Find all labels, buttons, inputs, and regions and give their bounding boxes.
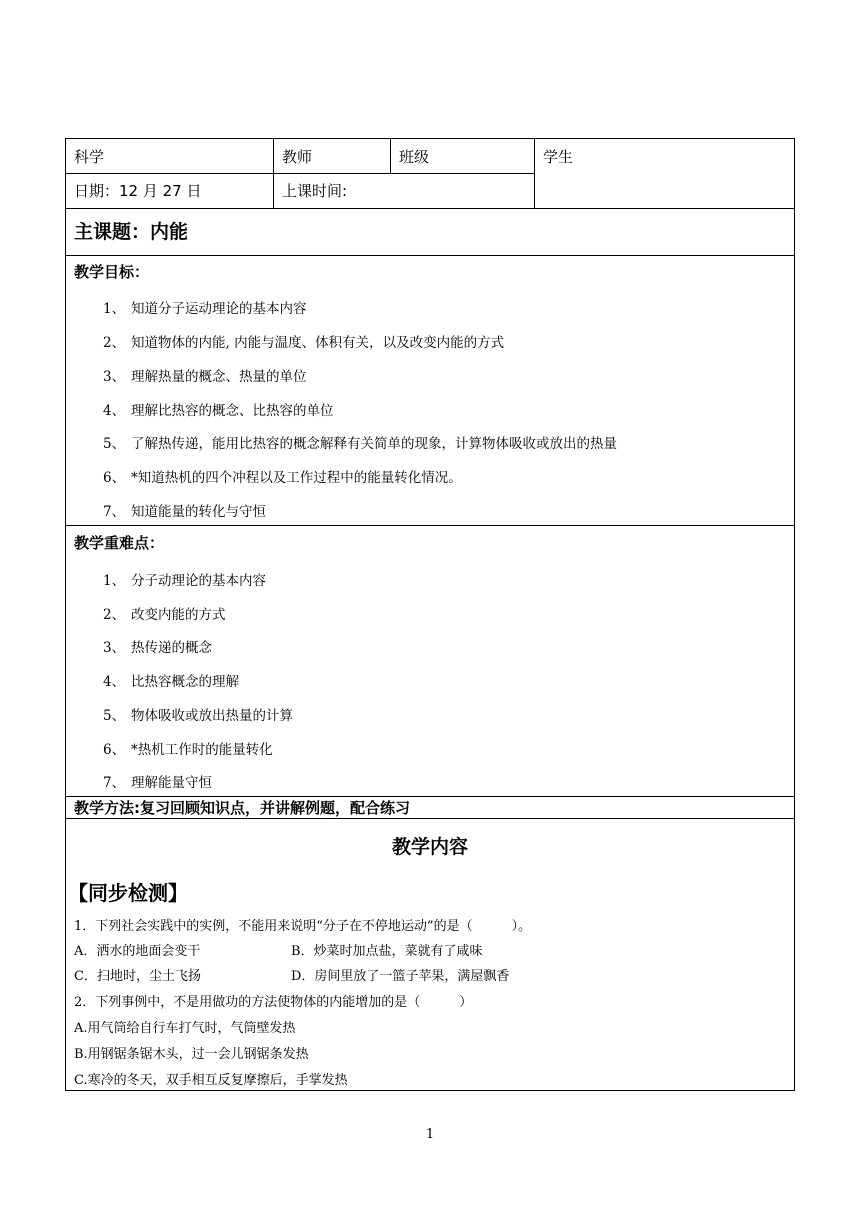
student-cell: 学生	[543, 148, 574, 166]
question-1: 1．下列社会实践中的实例，不能用来说明“分子在不停地运动”的是（ ）。	[74, 919, 532, 934]
col-divider	[273, 139, 274, 208]
row-divider	[66, 525, 794, 526]
subject-cell: 科学	[74, 148, 105, 166]
key-point-item: 2、 改变内能的方式	[103, 607, 226, 623]
row-divider	[66, 796, 794, 797]
key-point-item: 5、 物体吸收或放出热量的计算	[103, 708, 293, 724]
key-point-item: 4、 比热容概念的理解	[103, 674, 239, 690]
question-1-option-b: B．炒菜时加点盐，菜就有了咸味	[291, 944, 483, 959]
question-1-option-d: D．房间里放了一篮子苹果，满屋飘香	[291, 969, 510, 984]
objective-item: 6、 *知道热机的四个冲程以及工作过程中的能量转化情况。	[103, 470, 462, 486]
objective-item: 7、 知道能量的转化与守恒	[103, 504, 266, 520]
time-cell: 上课时间:	[282, 182, 348, 200]
key-point-item: 7、 理解能量守恒	[103, 775, 212, 791]
objective-item: 2、 知道物体的内能, 内能与温度、体积有关，以及改变内能的方式	[103, 335, 505, 351]
key-point-item: 6、 *热机工作时的能量转化	[103, 742, 273, 758]
question-2-option-c: C.寒冷的冬天，双手相互反复摩擦后，手掌发热	[74, 1073, 348, 1088]
question-2-option-a: A.用气筒给自行车打气时，气筒壁发热	[74, 1021, 296, 1036]
objectives-label: 教学目标：	[74, 263, 150, 281]
row-divider	[66, 208, 794, 209]
objective-item: 1、 知道分子运动理论的基本内容	[103, 301, 307, 317]
question-2-option-b: B.用钢锯条锯木头，过一会儿钢锯条发热	[74, 1047, 309, 1062]
key-point-item: 1、 分子动理论的基本内容	[103, 573, 266, 589]
col-divider	[534, 139, 535, 208]
sync-check-title: 【同步检测】	[68, 881, 188, 905]
key-point-item: 3、 热传递的概念	[103, 640, 212, 656]
date-cell: 日期：12 月 27 日	[74, 182, 202, 200]
objective-item: 3、 理解热量的概念、热量的单位	[103, 369, 307, 385]
objective-item: 5、 了解热传递，能用比热容的概念解释有关简单的现象，计算物体吸收或放出的热量	[103, 436, 617, 452]
row-divider	[66, 173, 534, 174]
lesson-plan-table	[65, 138, 795, 1091]
col-divider	[390, 139, 391, 173]
class-cell: 班级	[399, 148, 430, 166]
topic-title: 主课题：内能	[74, 221, 189, 243]
question-1-option-a: A．洒水的地面会变干	[74, 944, 201, 959]
row-divider	[66, 255, 794, 256]
teaching-method: 教学方法:复习回顾知识点，并讲解例题，配合练习	[74, 799, 411, 817]
content-title: 教学内容	[391, 836, 468, 858]
objective-item: 4、 理解比热容的概念、比热容的单位	[103, 403, 334, 419]
question-1-option-c: C．扫地时，尘土飞扬	[74, 969, 201, 984]
question-2: 2．下列事例中，不是用做功的方法使物体的内能增加的是（ ）	[74, 995, 473, 1010]
key-points-label: 教学重难点：	[74, 534, 165, 552]
page-number: 1	[425, 1127, 435, 1142]
row-divider	[66, 818, 794, 819]
teacher-cell: 教师	[282, 148, 313, 166]
